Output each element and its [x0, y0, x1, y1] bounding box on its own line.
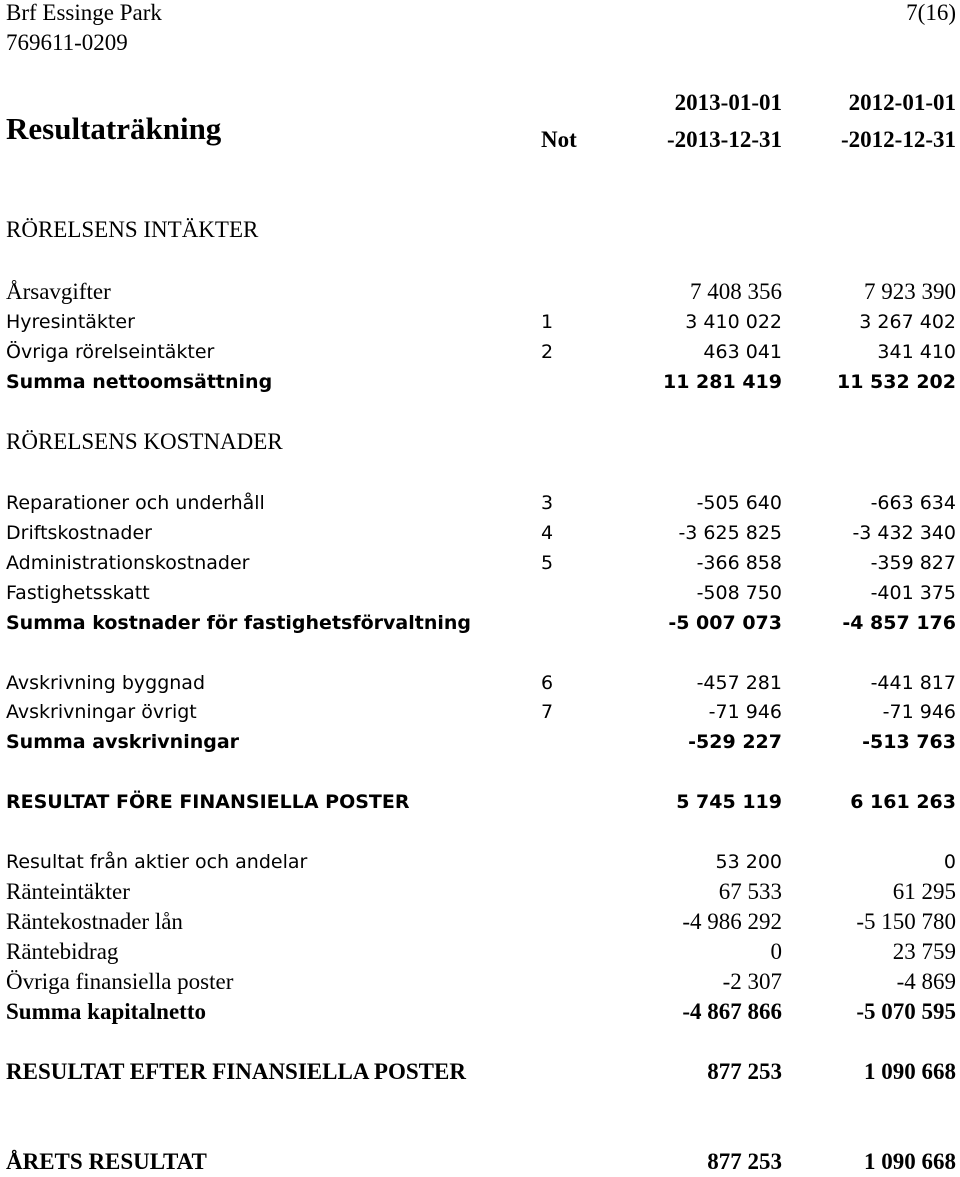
- row-label: Övriga finansiella poster: [6, 969, 234, 994]
- organization-number: 769611-0209: [6, 30, 128, 55]
- period-2012-end: -2012-12-31: [841, 127, 956, 152]
- organization-name: Brf Essinge Park: [6, 0, 162, 25]
- section-heading-income: RÖRELSENS INTÄKTER: [6, 217, 259, 242]
- row-label: ÅRETS RESULTAT: [6, 1149, 207, 1174]
- row-value-2013: -2 307: [722, 969, 782, 994]
- row-label: Resultat från aktier och andelar: [6, 851, 308, 873]
- row-value-2012: -4 869: [896, 969, 956, 994]
- row-value-2012: -663 634: [870, 492, 956, 514]
- row-value-2012: -5 070 595: [856, 999, 956, 1024]
- note-column-header: Not: [541, 127, 577, 152]
- row-value-2013: -505 640: [696, 492, 782, 514]
- row-note: 5: [541, 552, 554, 574]
- table-row: [0, 967, 960, 997]
- row-value-2012: 1 090 668: [864, 1149, 956, 1174]
- table-row: [0, 488, 960, 518]
- row-value-2013: 877 253: [707, 1149, 782, 1174]
- row-value-2013: 53 200: [715, 851, 782, 873]
- row-value-2013: -529 227: [688, 731, 782, 753]
- row-label: RESULTAT FÖRE FINANSIELLA POSTER: [6, 791, 410, 813]
- table-row-total: [0, 367, 960, 397]
- table-row-total: [0, 997, 960, 1027]
- row-label: Summa kapitalnetto: [6, 999, 206, 1024]
- row-value-2012: -359 827: [870, 552, 956, 574]
- table-row: [0, 668, 960, 698]
- row-value-2013: -4 867 866: [682, 999, 782, 1024]
- table-row-total: [0, 608, 960, 638]
- row-value-2012: -441 817: [870, 672, 956, 694]
- table-row: [0, 847, 960, 877]
- row-value-2012: -3 432 340: [852, 522, 956, 544]
- row-label: Avskrivningar övrigt: [6, 701, 197, 723]
- row-value-2012: 23 759: [892, 939, 956, 964]
- row-label: Övriga rörelseintäkter: [6, 341, 215, 363]
- row-value-2012: -513 763: [862, 731, 956, 753]
- row-label: Ränteintäkter: [6, 879, 130, 904]
- row-label: Fastighetsskatt: [6, 582, 150, 604]
- page-number: 7(16): [906, 0, 956, 25]
- page-title: Resultaträkning: [6, 111, 222, 146]
- table-row: [0, 277, 960, 307]
- row-value-2012: 6 161 263: [850, 791, 956, 813]
- section-heading-costs: RÖRELSENS KOSTNADER: [6, 429, 283, 454]
- row-value-2012: -401 375: [870, 582, 956, 604]
- row-value-2013: -71 946: [708, 701, 782, 723]
- row-value-2013: 7 408 356: [690, 279, 782, 304]
- row-label: Summa kostnader för fastighetsförvaltning: [6, 612, 471, 634]
- row-value-2013: -3 625 825: [678, 522, 782, 544]
- period-2012-start: 2012-01-01: [848, 90, 956, 115]
- row-label: Hyresintäkter: [6, 311, 135, 333]
- row-label: Summa avskrivningar: [6, 731, 240, 753]
- row-value-2012: 1 090 668: [864, 1059, 956, 1084]
- table-row: [0, 518, 960, 548]
- row-value-2013: -4 986 292: [682, 909, 782, 934]
- table-row-subtotal: [0, 1057, 960, 1087]
- row-value-2012: 7 923 390: [864, 279, 956, 304]
- row-note: 3: [541, 492, 554, 514]
- table-row: [0, 548, 960, 578]
- row-note: 4: [541, 522, 554, 544]
- row-label: RESULTAT EFTER FINANSIELLA POSTER: [6, 1059, 466, 1084]
- table-row-total: [0, 727, 960, 757]
- table-row: [0, 307, 960, 337]
- row-value-2012: 11 532 202: [837, 371, 956, 393]
- row-value-2013: 0: [770, 939, 782, 964]
- row-value-2013: -366 858: [696, 552, 782, 574]
- row-value-2012: -4 857 176: [842, 612, 956, 634]
- row-value-2012: -5 150 780: [856, 909, 956, 934]
- table-row-subtotal: [0, 787, 960, 817]
- table-row: [0, 877, 960, 907]
- row-value-2013: -5 007 073: [668, 612, 782, 634]
- row-label: Reparationer och underhåll: [6, 492, 265, 514]
- row-value-2013: 67 533: [718, 879, 782, 904]
- row-value-2012: -71 946: [882, 701, 956, 723]
- table-row: [0, 907, 960, 937]
- row-value-2012: 61 295: [892, 879, 956, 904]
- period-2013-end: -2013-12-31: [667, 127, 782, 152]
- row-value-2012: 0: [943, 851, 956, 873]
- row-note: 7: [541, 701, 554, 723]
- row-value-2013: 3 410 022: [685, 311, 782, 333]
- row-value-2013: 11 281 419: [663, 371, 782, 393]
- row-value-2013: 463 041: [703, 341, 782, 363]
- table-row: [0, 578, 960, 608]
- row-label: Driftskostnader: [6, 522, 152, 544]
- row-label: Räntekostnader lån: [6, 909, 183, 934]
- table-row: [0, 337, 960, 367]
- row-label: Avskrivning byggnad: [6, 672, 205, 694]
- row-label: Räntebidrag: [6, 939, 119, 964]
- row-note: 1: [541, 311, 554, 333]
- row-value-2013: -508 750: [696, 582, 782, 604]
- row-value-2013: 877 253: [707, 1059, 782, 1084]
- row-label: Summa nettoomsättning: [6, 371, 273, 393]
- table-row: [0, 937, 960, 967]
- row-value-2013: -457 281: [696, 672, 782, 694]
- row-value-2013: 5 745 119: [676, 791, 782, 813]
- row-value-2012: 3 267 402: [859, 311, 956, 333]
- row-label: Årsavgifter: [6, 279, 111, 304]
- period-2013-start: 2013-01-01: [674, 90, 782, 115]
- row-note: 2: [541, 341, 554, 363]
- row-value-2012: 341 410: [877, 341, 956, 363]
- row-label: Administrationskostnader: [6, 552, 250, 574]
- table-row: [0, 697, 960, 727]
- table-row-grand-total: [0, 1147, 960, 1177]
- row-note: 6: [541, 672, 554, 694]
